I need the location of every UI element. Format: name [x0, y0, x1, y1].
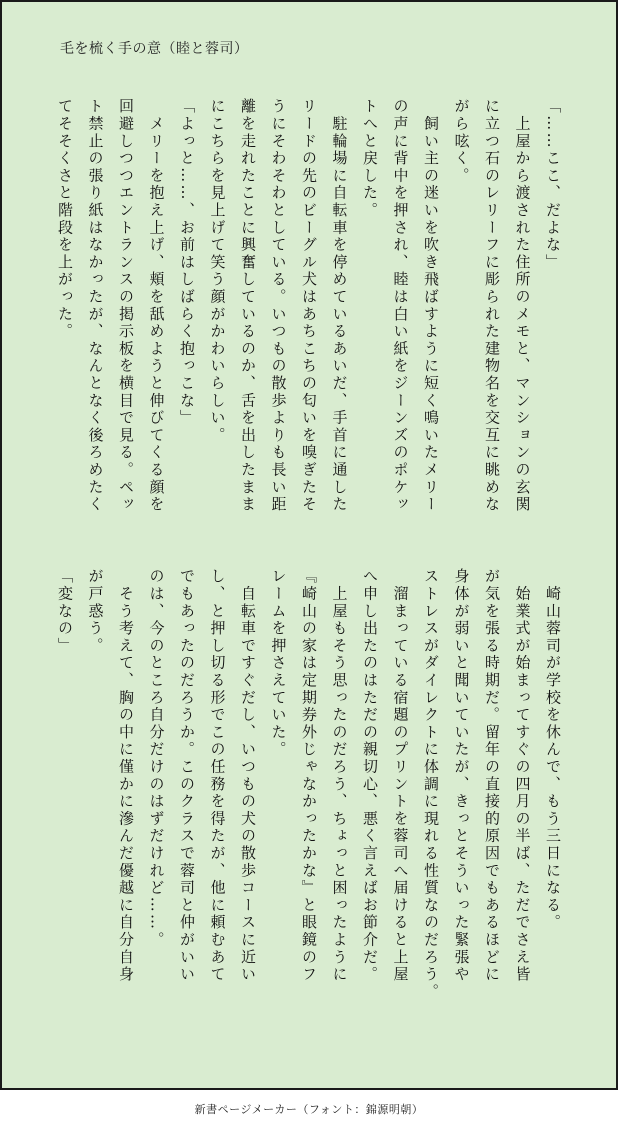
text-line: 離を走れたことに興奮しているのか、舌を出したまま — [239, 98, 257, 514]
text-line: 飼い主の迷いを吹き飛ばすように短く鳴いたメリー — [422, 98, 440, 514]
text-line: へ申し出たのはただの親切心、悪く言えばお節介だ。 — [361, 568, 379, 984]
text-line: 上屋から渡された住所のメモと、マンションの玄関 — [513, 98, 532, 514]
text-line: 崎山蓉司が学校を休んで、もう三日になる。 — [544, 568, 562, 932]
text-line: が気を張る時期だ。留年の直接的原因でもあるほどに — [483, 568, 501, 984]
text-line: 自転車ですぐだし、いつもの犬の散歩コースに近い — [239, 568, 257, 984]
text-line: 回避しつつエントランスの掲示板を横目で見る。ペッ — [117, 98, 135, 514]
text-line: 駐輪場に自転車を停めているあいだ、手首に通した — [330, 98, 349, 514]
text-line: リードの先のビーグル犬はあちこちの匂いを嗅ぎたそ — [300, 98, 318, 514]
text-line: に立つ石のレリーフに彫られた建物名を交互に眺めな — [483, 98, 501, 514]
text-line: 「……ここ、だよな」 — [544, 98, 562, 271]
text-line: うにそわそわとしている。いつもの散歩よりも長い距 — [269, 98, 288, 514]
text-line: がら呟く。 — [452, 98, 471, 185]
text-line: でもあったのだろうか。このクラスで蓉司と仲がいい — [178, 568, 196, 984]
text-line: の声に背中を押され、睦は白い紙をジーンズのポケッ — [391, 98, 410, 514]
text-line: 上屋もそう思ったのだろう、ちょっと困ったように — [330, 568, 349, 984]
page-title: 毛を梳く手の意（睦と蓉司） — [60, 41, 249, 57]
text-line: てそそくさと階段を上がった。 — [56, 98, 74, 341]
footer-credit: 新書ページメーカー（フォント：錦源明朝） — [194, 1103, 424, 1116]
text-line: にこちらを見上げて笑う顔がかわいらしい。 — [208, 98, 227, 444]
text-line: 『崎山の家は定期券外じゃなかったかな』と眼鏡のフ — [300, 568, 318, 984]
text-line: レームを押さえていた。 — [269, 568, 288, 759]
text-line: 「変なの」 — [56, 568, 74, 655]
text-line: メリーを抱え上げ、頬を舐めようと伸びてくる顔を — [147, 98, 166, 514]
text-line: 始業式が始まってすぐの四月の半ば、ただでさえ皆 — [513, 568, 532, 984]
text-line: 「よっと……、お前はしばらく抱っこな」 — [178, 98, 196, 427]
text-column-bottom — [56, 568, 568, 1018]
text-line: し、と押し切る形でこの任務を得たが、他に頼むあて — [208, 568, 227, 984]
text-line: ト禁止の張り紙はなかったが、なんとなく後ろめたく — [86, 98, 105, 514]
text-line: のは、今のところ自分だけのはずだけれど……。 — [147, 568, 166, 949]
text-line: そう考えて、胸の中に僅かに滲んだ優越に自分自身 — [117, 568, 135, 984]
text-line: 身体が弱いと聞いていたが、きっとそういった緊張や — [452, 568, 471, 984]
text-line: が戸惑う。 — [86, 568, 105, 655]
text-line: 溜まっている宿題のプリントを蓉司へ届けると上屋 — [391, 568, 410, 984]
text-line: トへと戻した。 — [361, 98, 379, 220]
text-line: ストレスがダイレクトに体調に現れる性質なのだろう。 — [422, 568, 440, 1001]
text-column-top — [56, 98, 568, 548]
